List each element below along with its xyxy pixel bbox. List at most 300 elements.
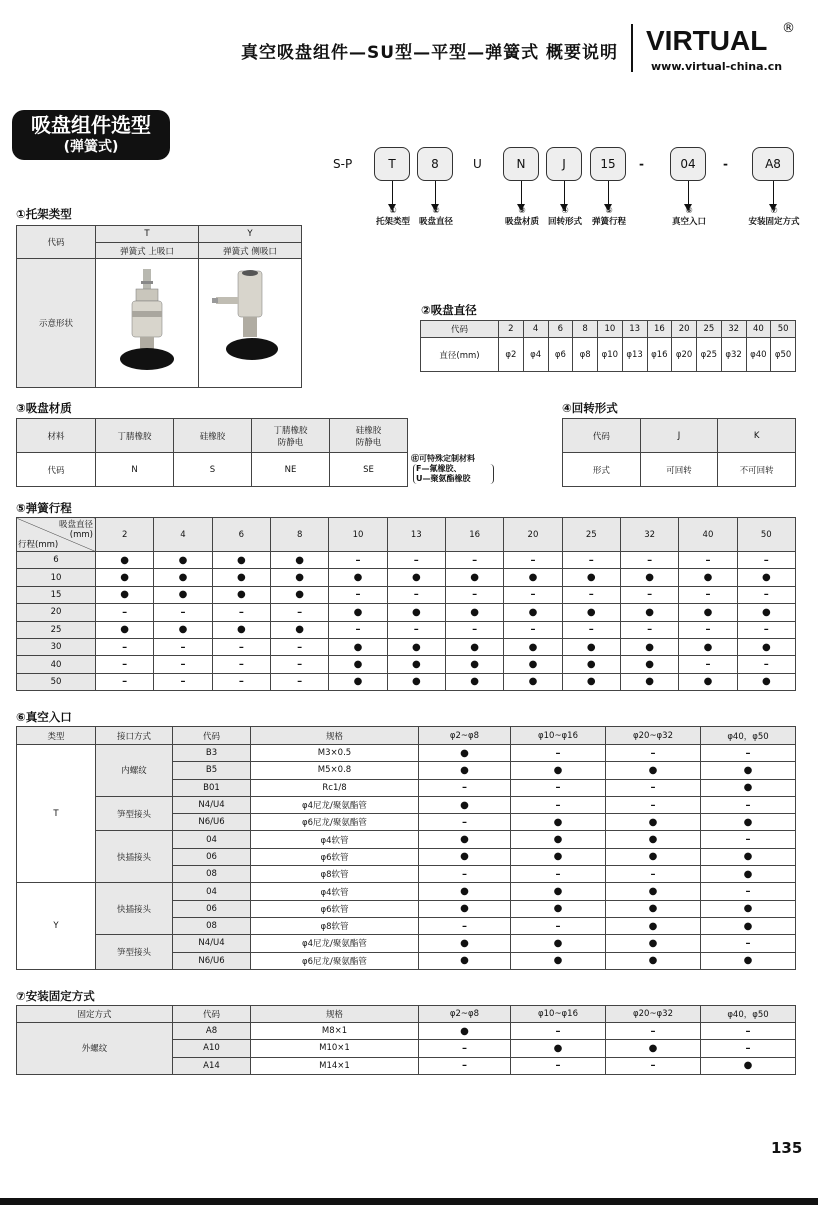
availability-mark: – [562,552,620,569]
page-title: 真空吸盘组件—SU型—平型—弹簧式 概要说明 [241,43,618,63]
availability-mark: ● [606,814,701,831]
availability-mark: ● [562,604,620,621]
availability-mark: ● [387,673,445,690]
inlet-code: 04 [173,883,251,900]
diameter-code: 40 [746,321,771,338]
availability-mark: ● [387,656,445,673]
column-header: φ20~φ32 [606,1006,701,1023]
table-row [17,518,796,552]
form-label: 形式 [563,453,641,487]
bracket-type: T [17,745,96,883]
diameter-header: 32 [620,518,678,552]
availability-mark: – [511,1023,606,1040]
inlet-spec: φ4尼龙/聚氨酯管 [251,935,419,952]
material-code: S [174,453,252,487]
availability-mark: – [419,1057,511,1074]
diameter-value: φ16 [647,338,672,372]
table-row [17,569,796,586]
table-row [17,453,408,487]
inlet-spec: Rc1/8 [251,779,419,796]
diameter-value: φ25 [697,338,722,372]
mounting-table [16,1005,796,1075]
availability-mark: ● [419,883,511,900]
interface-type: 笋型接头 [96,935,173,970]
table-row [17,831,796,848]
availability-mark: ● [562,638,620,655]
table-row [17,419,408,453]
table-row [17,604,796,621]
inlet-spec: φ4软管 [251,831,419,848]
stroke-value: 40 [17,656,96,673]
availability-mark: – [606,1057,701,1074]
inlet-code: B3 [173,745,251,762]
mount-code: A14 [173,1057,251,1074]
column-header: 代码 [173,727,251,745]
cup-image-y [199,259,302,388]
availability-mark: ● [606,952,701,969]
diameter-value: φ6 [548,338,573,372]
availability-mark: – [212,604,270,621]
mount-code: A8 [173,1023,251,1040]
availability-mark: ● [419,935,511,952]
inlet-code: N4/U4 [173,935,251,952]
availability-mark: – [154,673,212,690]
stroke-value: 10 [17,569,96,586]
availability-mark: – [511,796,606,813]
availability-mark: ● [419,762,511,779]
code-label [376,206,410,228]
diameter-value: φ20 [672,338,697,372]
availability-mark: ● [419,848,511,865]
badge-subtitle: (弹簧式) [63,139,119,155]
column-header: φ2~φ8 [419,1006,511,1023]
availability-mark: – [212,656,270,673]
section-badge [12,110,170,160]
code-label [592,206,626,228]
inlet-spec: φ6尼龙/聚氨酯管 [251,952,419,969]
column-header: φ10~φ16 [511,727,606,745]
availability-mark: ● [329,638,387,655]
label-number: ④ [561,206,569,216]
availability-mark: ● [270,586,328,603]
availability-mark: ● [620,638,678,655]
type-y-desc: 弹簧式 侧吸口 [199,243,302,259]
availability-mark: – [679,656,737,673]
availability-mark: – [701,883,796,900]
availability-mark: – [445,621,503,638]
column-header: φ2~φ8 [419,727,511,745]
availability-mark: ● [387,638,445,655]
availability-mark: ● [701,779,796,796]
table-row [17,1006,796,1023]
availability-mark: ● [96,552,154,569]
availability-mark: ● [606,762,701,779]
table-row [563,419,796,453]
mount-spec: M10×1 [251,1040,419,1057]
stroke-value: 30 [17,638,96,655]
availability-mark: ● [270,569,328,586]
note-line: F—氟橡胶、 [416,464,462,473]
material-name: 硅橡胶 [174,419,252,453]
arrow-down-icon [564,181,565,205]
diameter-header: 25 [562,518,620,552]
table-row [17,586,796,603]
diameter-code: 20 [672,321,697,338]
page-number: 135 [771,1139,803,1157]
code-separator: - [723,157,728,171]
availability-mark: ● [701,952,796,969]
availability-mark: ● [511,831,606,848]
label-number: ③ [518,206,526,216]
availability-mark: – [504,586,562,603]
availability-mark: – [606,779,701,796]
website-url: www.virtual-china.cn [651,60,783,73]
availability-mark: ● [96,586,154,603]
code-box: A8 [752,147,794,181]
rotation-code: K [718,419,796,453]
availability-mark: ● [737,569,795,586]
inlet-spec: M5×0.8 [251,762,419,779]
availability-mark: ● [154,621,212,638]
availability-mark: ● [445,656,503,673]
availability-mark: ● [445,638,503,655]
code-label: 代码 [421,321,499,338]
table-row [17,673,796,690]
availability-mark: – [96,656,154,673]
material-note [411,454,475,484]
column-header: 接口方式 [96,727,173,745]
availability-mark: – [212,638,270,655]
availability-mark: ● [154,552,212,569]
vacuum-inlet-table [16,726,796,970]
availability-mark: ● [562,656,620,673]
availability-mark: – [270,638,328,655]
availability-mark: – [620,586,678,603]
bracket-type-table [16,225,302,388]
diameter-value: φ13 [622,338,647,372]
availability-mark: ● [329,673,387,690]
diameter-header: 10 [329,518,387,552]
material-code: N [96,453,174,487]
availability-mark: ● [606,831,701,848]
availability-mark: – [419,814,511,831]
note-line: ㊟可特殊定制材料 [411,454,475,463]
diameter-value: φ10 [598,338,623,372]
label-text: 托架类型 [375,217,411,227]
diameter-header: 13 [387,518,445,552]
diameter-code: 13 [622,321,647,338]
table-row [17,935,796,952]
availability-mark: ● [511,848,606,865]
availability-mark: ● [419,745,511,762]
image-label: 示意形状 [17,259,96,388]
diameter-code: 50 [771,321,796,338]
availability-mark: ● [419,952,511,969]
availability-mark: ● [387,569,445,586]
availability-mark: ● [419,1023,511,1040]
availability-mark: ● [606,935,701,952]
type-y: Y [199,226,302,243]
availability-mark: ● [419,796,511,813]
material-name: 丁腈橡胶 防静电 [252,419,330,453]
label-number: ② [432,206,440,216]
availability-mark: – [212,673,270,690]
availability-mark: ● [511,952,606,969]
availability-mark: ● [701,814,796,831]
inlet-code: 04 [173,831,251,848]
inlet-spec: φ4软管 [251,883,419,900]
inlet-spec: φ6软管 [251,900,419,917]
availability-mark: – [562,586,620,603]
availability-mark: – [270,604,328,621]
corner-bottom: 行程(mm) [18,539,59,550]
availability-mark: – [329,621,387,638]
availability-mark: – [329,552,387,569]
availability-mark: ● [737,673,795,690]
mount-spec: M14×1 [251,1057,419,1074]
code-label [548,206,582,228]
availability-mark: – [701,831,796,848]
cup-image-t [96,259,199,388]
availability-mark: – [96,638,154,655]
availability-mark: ● [504,656,562,673]
availability-mark: ● [419,900,511,917]
inlet-spec: φ8软管 [251,917,419,934]
column-header: φ40，φ50 [701,727,796,745]
inlet-spec: M3×0.5 [251,745,419,762]
bracket-type: Y [17,883,96,969]
availability-mark: – [606,745,701,762]
availability-mark: ● [445,604,503,621]
availability-mark: ● [212,586,270,603]
column-header: 类型 [17,727,96,745]
cup-material-table [16,418,408,487]
diameter-header: 40 [679,518,737,552]
code-box: 04 [670,147,706,181]
inlet-spec: φ4尼龙/聚氨酯管 [251,796,419,813]
code-label [505,206,539,228]
availability-mark: – [620,552,678,569]
availability-mark: ● [620,569,678,586]
label-text: 弹簧行程 [591,217,627,227]
availability-mark: ● [212,552,270,569]
code-label [672,206,706,228]
availability-mark: ● [511,883,606,900]
diameter-header: 6 [212,518,270,552]
inlet-spec: φ8软管 [251,866,419,883]
section-title: ①托架类型 [16,207,72,221]
stroke-value: 50 [17,673,96,690]
availability-mark: – [701,745,796,762]
badge-title: 吸盘组件选型 [31,113,151,137]
label-text: 真空入口 [671,217,707,227]
stroke-value: 20 [17,604,96,621]
availability-mark: – [445,552,503,569]
availability-mark: ● [737,638,795,655]
interface-type: 内螺纹 [96,745,173,797]
availability-mark: – [606,866,701,883]
availability-mark: – [329,586,387,603]
material-name: 丁腈橡胶 [96,419,174,453]
code-box: J [546,147,582,181]
diameter-code: 2 [499,321,524,338]
inlet-code: B5 [173,762,251,779]
diameter-code: 8 [573,321,598,338]
code-prefix: S-P [333,157,353,171]
spring-stroke-table [16,517,796,691]
availability-mark: – [445,586,503,603]
section-title: ③吸盘材质 [16,401,72,415]
availability-mark: – [504,552,562,569]
availability-mark: ● [96,621,154,638]
label-number: ① [389,206,397,216]
table-row [421,321,796,338]
inlet-code: N6/U6 [173,952,251,969]
brand-logo: VIRTUAL [646,25,768,56]
availability-mark: ● [701,848,796,865]
availability-mark: ● [445,673,503,690]
inlet-code: 08 [173,866,251,883]
availability-mark: ● [329,569,387,586]
section-title: ⑤弹簧行程 [16,501,72,515]
code-label: 代码 [563,419,641,453]
section-title: ⑦安装固定方式 [16,989,95,1003]
label-text: 吸盘材质 [504,217,540,227]
availability-mark: ● [606,883,701,900]
availability-mark: – [387,586,445,603]
availability-mark: ● [606,848,701,865]
diameter-value: φ40 [746,338,771,372]
availability-mark: ● [620,604,678,621]
code-label [748,206,799,228]
availability-mark: ● [504,604,562,621]
availability-mark: ● [562,673,620,690]
diameter-code: 6 [548,321,573,338]
footer-bar [0,1198,818,1205]
corner-top: 吸盘直径 (mm) [58,519,93,540]
material-code: NE [252,453,330,487]
availability-mark: – [270,673,328,690]
arrow-down-icon [435,181,436,205]
arrow-down-icon [392,181,393,205]
arrow-down-icon [688,181,689,205]
table-row [17,796,796,813]
availability-mark: ● [737,604,795,621]
availability-mark: – [511,1057,606,1074]
column-header: φ20~φ32 [606,727,701,745]
availability-mark: ● [701,900,796,917]
availability-mark: – [419,917,511,934]
diameter-code: 16 [647,321,672,338]
availability-mark: ● [701,762,796,779]
availability-mark: – [606,796,701,813]
availability-mark: – [419,1040,511,1057]
availability-mark: – [419,779,511,796]
diameter-value: φ4 [523,338,548,372]
availability-mark: – [562,621,620,638]
availability-mark: ● [701,1057,796,1074]
availability-mark: – [701,1023,796,1040]
availability-mark: ● [701,866,796,883]
availability-mark: ● [329,656,387,673]
inlet-code: 06 [173,848,251,865]
diameter-code: 10 [598,321,623,338]
availability-mark: ● [419,831,511,848]
diameter-value: φ8 [573,338,598,372]
availability-mark: – [701,935,796,952]
section-title: ⑥真空入口 [16,710,72,724]
availability-mark: ● [679,673,737,690]
diameter-value: φ32 [721,338,746,372]
availability-mark: – [154,604,212,621]
availability-mark: ● [504,673,562,690]
diameter-header: 20 [504,518,562,552]
material-code: SE [330,453,408,487]
arrow-down-icon [608,181,609,205]
diameter-code: 4 [523,321,548,338]
label-text: 回转形式 [547,217,583,227]
inlet-code: 06 [173,900,251,917]
corner-header [17,518,96,552]
rotation-form: 不可回转 [718,453,796,487]
availability-mark: ● [504,638,562,655]
label-number: ⑥ [685,206,693,216]
availability-mark: ● [511,935,606,952]
availability-mark: ● [679,569,737,586]
column-header: 固定方式 [17,1006,173,1023]
rotation-type-table [562,418,796,487]
diameter-header: 50 [737,518,795,552]
interface-type: 笋型接头 [96,796,173,831]
availability-mark: ● [154,586,212,603]
availability-mark: ● [511,814,606,831]
label-text: 吸盘直径 [418,217,454,227]
diameter-label: 直径(mm) [421,338,499,372]
column-header: 规格 [251,727,419,745]
rotation-form: 可回转 [640,453,718,487]
availability-mark: – [96,604,154,621]
column-header: φ10~φ16 [511,1006,606,1023]
availability-mark: ● [270,552,328,569]
availability-mark: – [737,656,795,673]
column-header: φ40，φ50 [701,1006,796,1023]
inlet-spec: φ6软管 [251,848,419,865]
mount-spec: M8×1 [251,1023,419,1040]
diameter-value: φ50 [771,338,796,372]
label-text: 安装固定方式 [748,217,800,227]
code-box: 8 [417,147,453,181]
inlet-code: 08 [173,917,251,934]
arrow-down-icon [773,181,774,205]
code-box: T [374,147,410,181]
diameter-value: φ2 [499,338,524,372]
mount-method: 外螺纹 [17,1023,173,1075]
type-t: T [96,226,199,243]
stroke-value: 25 [17,621,96,638]
code-label: 代码 [17,453,96,487]
material-name: 硅橡胶 防静电 [330,419,408,453]
cup-diameter-table [420,320,796,372]
table-row [17,552,796,569]
availability-mark: – [270,656,328,673]
interface-type: 快插接头 [96,883,173,935]
availability-mark: ● [154,569,212,586]
availability-mark: – [737,621,795,638]
availability-mark: – [511,779,606,796]
availability-mark: ● [511,762,606,779]
table-row [563,453,796,487]
code-label [419,206,453,228]
